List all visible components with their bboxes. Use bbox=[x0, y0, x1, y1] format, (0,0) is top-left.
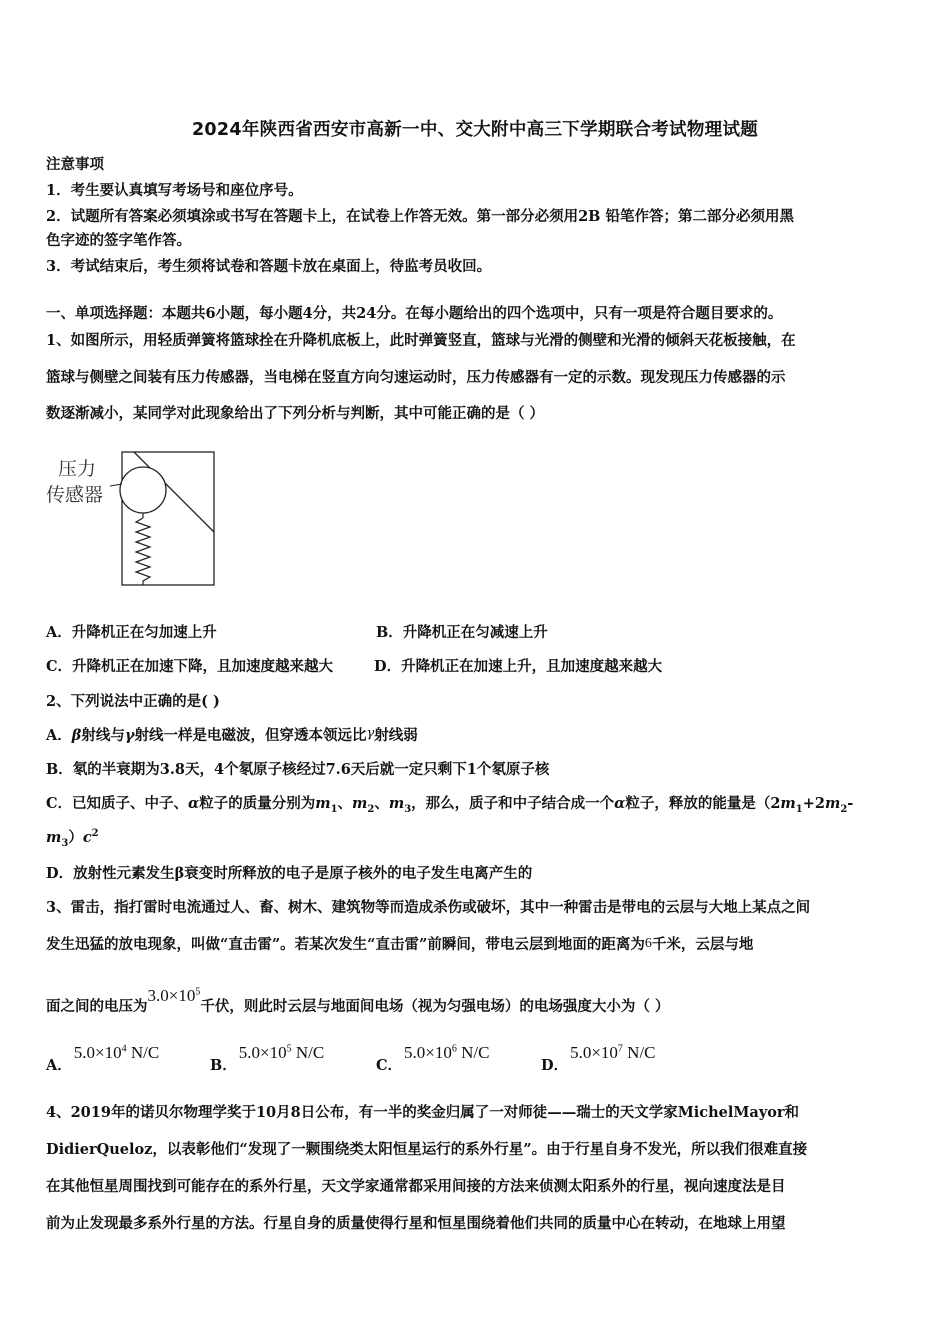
question-3-line bbox=[46, 986, 904, 1016]
option-value bbox=[404, 1043, 489, 1062]
figure-label-pressure: 压力 bbox=[58, 458, 97, 480]
question-text: 面之间的电压为 bbox=[46, 998, 148, 1015]
question-2-option-b[interactable]: B．氡的半衰期为3.8天，4个氡原子核经过7.6天后就一定只剩下1个氡原子核 bbox=[46, 761, 550, 778]
option-label: B． bbox=[210, 1057, 237, 1074]
value-unit: N/C bbox=[126, 1043, 160, 1062]
beta-symbol: β bbox=[71, 727, 82, 744]
question-2-option-d[interactable]: D．放射性元素发生β衰变时所释放的电子是原子核外的电子发生电离产生的 bbox=[46, 865, 533, 882]
elevator-diagram bbox=[44, 450, 224, 590]
question-3-option-d[interactable] bbox=[541, 1042, 656, 1074]
mass-symbol: m bbox=[388, 795, 405, 812]
option-text: 粒子的质量分别为 bbox=[199, 795, 316, 812]
gamma-symbol: γ bbox=[366, 726, 375, 741]
subscript: 1 bbox=[795, 803, 803, 815]
question-2-option-c-cont bbox=[46, 826, 904, 849]
question-2-option-a[interactable] bbox=[46, 724, 904, 745]
question-text: 千米，云层与地 bbox=[651, 936, 754, 953]
notice-heading: 注意事项 bbox=[46, 156, 104, 173]
alpha-symbol: α bbox=[614, 795, 626, 812]
voltage-exponent: 5 bbox=[195, 986, 201, 998]
subscript: 2 bbox=[840, 803, 848, 815]
question-text: 发生迅猛的放电现象，叫做“直击雷”。若某次发生“直击雷”前瞬间，带电云层到地面的距离为 bbox=[46, 936, 645, 953]
value-exponent: 7 bbox=[617, 1043, 623, 1055]
gamma-symbol: γ bbox=[124, 727, 135, 744]
option-text: 射线与 bbox=[81, 727, 125, 744]
option-value bbox=[239, 1043, 324, 1062]
option-text: - bbox=[847, 795, 854, 812]
question-2-option-c[interactable] bbox=[46, 792, 904, 815]
superscript: 2 bbox=[91, 828, 99, 840]
question-3-option-a[interactable] bbox=[46, 1042, 160, 1074]
option-label: D． bbox=[541, 1057, 569, 1074]
section-heading: 一、单项选择题：本题共6小题，每小题4分，共24分。在每小题给出的四个选项中，只有一项是符合题目要求的。 bbox=[46, 305, 783, 322]
option-text: C．已知质子、中子、 bbox=[46, 795, 189, 812]
value-exponent: 4 bbox=[121, 1043, 127, 1055]
notice-item: 1．考生要认真填写考场号和座位序号。 bbox=[46, 182, 303, 199]
option-label: A． bbox=[46, 727, 72, 744]
question-4-line: 前为止发现最多系外行星的方法。行星自身的质量使得行星和恒星围绕着他们共同的质量中心在转动，在地球上用望 bbox=[46, 1215, 786, 1232]
light-speed-symbol: c bbox=[82, 829, 92, 846]
value-unit: N/C bbox=[456, 1043, 490, 1062]
value-base: 5.0×10 bbox=[238, 1043, 287, 1062]
question-1-option-c[interactable]: C．升降机正在加速下降，且加速度越来越大 bbox=[46, 658, 334, 675]
figure-label-sensor: 传感器 bbox=[46, 484, 104, 506]
option-text: ） bbox=[68, 829, 83, 846]
question-4-line: 在其他恒星周围找到可能存在的系外行星，天文学家通常都采用间接的方法来侦测太阳系外的行星，视向速度法是目 bbox=[46, 1178, 786, 1195]
mass-symbol: m bbox=[824, 795, 841, 812]
distance-value: 6 bbox=[644, 936, 652, 951]
question-1-line: 篮球与侧壁之间装有压力传感器，当电梯在竖直方向匀速运动时，压力传感器有一定的示数。现发现压力传感器的示 bbox=[46, 369, 786, 386]
question-2-stem: 2、下列说法中正确的是( ) bbox=[46, 693, 220, 710]
subscript: 3 bbox=[404, 803, 412, 815]
option-value bbox=[74, 1043, 159, 1062]
question-1-option-b[interactable]: B．升降机正在匀减速上升 bbox=[376, 624, 548, 641]
question-1-option-a[interactable]: A．升降机正在匀加速上升 bbox=[46, 624, 217, 641]
value-base: 5.0×10 bbox=[73, 1043, 122, 1062]
question-3-line: 3、雷击，指打雷时电流通过人、畜、树木、建筑物等而造成杀伤或破坏，其中一种雷击是带电的云层与大地上某点之间 bbox=[46, 899, 811, 916]
mass-symbol: m bbox=[780, 795, 796, 812]
mass-symbol: m bbox=[315, 795, 331, 812]
notice-item: 2．试题所有答案必须填涂或书写在答题卡上，在试卷上作答无效。第一部分必须用2B 铅笔作答；第二部分必须用黑 bbox=[46, 208, 794, 225]
value-unit: N/C bbox=[291, 1043, 325, 1062]
question-3-line bbox=[46, 933, 904, 954]
value-exponent: 5 bbox=[286, 1043, 292, 1055]
option-text: ，那么，质子和中子结合成一个 bbox=[411, 795, 615, 812]
separator: 、 bbox=[374, 795, 389, 812]
mass-symbol: m bbox=[352, 795, 368, 812]
voltage-base: 3.0×10 bbox=[147, 986, 196, 1005]
alpha-symbol: α bbox=[188, 795, 200, 812]
question-4-line: DidierQueloz，以表彰他们“发现了一颗围绕类太阳恒星运行的系外行星”。由于行星自身不发光，所以我们很难直接 bbox=[46, 1141, 808, 1158]
question-1-option-d[interactable]: D．升降机正在加速上升，且加速度越来越大 bbox=[374, 658, 663, 675]
option-label: C． bbox=[376, 1057, 403, 1074]
subscript: 1 bbox=[330, 803, 338, 815]
notice-item: 色字迹的签字笔作答。 bbox=[46, 232, 191, 249]
option-text: 粒子，释放的能量是（2 bbox=[625, 795, 781, 812]
option-text: +2 bbox=[802, 795, 825, 812]
question-1-line: 数逐渐减小，某同学对此现象给出了下列分析与判断，其中可能正确的是（ ） bbox=[46, 405, 545, 422]
subscript: 2 bbox=[367, 803, 375, 815]
separator: 、 bbox=[337, 795, 353, 812]
subscript: 3 bbox=[61, 837, 69, 849]
question-4-line: 4、2019年的诺贝尔物理学奖于10月8日公布，有一半的奖金归属了一对师徒——瑞士的天文学家MichelMayor和 bbox=[46, 1104, 800, 1121]
option-text: 射线一样是电磁波，但穿透本领远比 bbox=[134, 727, 367, 744]
value-unit: N/C bbox=[622, 1043, 656, 1062]
voltage-value bbox=[148, 986, 201, 1005]
value-exponent: 6 bbox=[451, 1043, 457, 1055]
question-3-option-b[interactable] bbox=[210, 1042, 325, 1074]
question-text: 千伏，则此时云层与地面间电场（视为匀强电场）的电场强度大小为（ ） bbox=[200, 998, 670, 1015]
notice-item: 3．考试结束后，考生须将试卷和答题卡放在桌面上，待监考员收回。 bbox=[46, 258, 492, 275]
option-value bbox=[570, 1043, 655, 1062]
page-title: 2024年陕西省西安市高新一中、交大附中高三下学期联合考试物理试题 bbox=[191, 120, 759, 140]
value-base: 5.0×10 bbox=[570, 1043, 618, 1062]
question-1-figure bbox=[44, 450, 224, 590]
option-label: A． bbox=[46, 1057, 72, 1074]
option-text: 射线弱 bbox=[374, 727, 418, 744]
question-3-option-c[interactable] bbox=[376, 1042, 490, 1074]
question-1-line: 1、如图所示，用轻质弹簧将篮球拴在升降机底板上，此时弹簧竖直，篮球与光滑的侧壁和光滑的倾斜天花板接触，在 bbox=[46, 332, 796, 349]
mass-symbol: m bbox=[46, 829, 62, 846]
value-base: 5.0×10 bbox=[404, 1043, 452, 1062]
